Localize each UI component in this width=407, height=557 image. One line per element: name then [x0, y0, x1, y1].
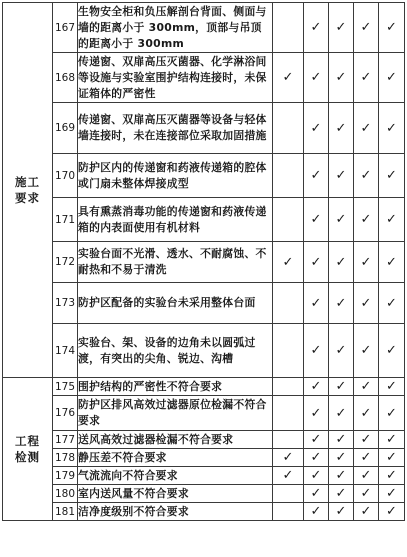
check-cell	[304, 324, 329, 378]
table-row	[3, 449, 405, 467]
row-number: 169	[53, 103, 78, 154]
check-cell	[379, 485, 405, 503]
check-cell	[304, 198, 329, 242]
check-mark-icon: ✓	[335, 450, 347, 465]
row-number: 174	[53, 324, 78, 378]
requirement-text: 防护区内的传递窗和药液传递箱的腔体或门扇未整体焊接成型	[78, 154, 273, 198]
check-cell	[273, 431, 304, 449]
check-cell	[379, 53, 405, 103]
check-cell	[354, 431, 379, 449]
check-mark-icon: ✓	[310, 295, 322, 311]
check-mark-icon: ✓	[386, 343, 397, 358]
check-mark-icon: ✓	[335, 168, 347, 183]
check-mark-icon: ✓	[360, 120, 372, 136]
table-row	[3, 396, 405, 431]
check-mark-icon: ✓	[386, 212, 397, 227]
check-cell	[329, 467, 354, 485]
requirement-text: 气流流向不符合要求	[78, 467, 273, 485]
row-number: 171	[53, 198, 78, 242]
check-mark-icon: ✓	[386, 20, 397, 35]
check-mark-icon: ✓	[360, 70, 372, 85]
check-mark-icon: ✓	[360, 343, 372, 358]
check-cell	[304, 485, 329, 503]
category-testing	[3, 378, 53, 521]
check-cell	[379, 242, 405, 283]
check-cell	[354, 154, 379, 198]
check-mark-icon: ✓	[335, 120, 347, 136]
check-cell	[273, 485, 304, 503]
row-number: 179	[53, 467, 78, 485]
requirement-text: 具有熏蒸消毒功能的传递窗和药液传递箱的内表面使用有机材料	[78, 198, 273, 242]
check-cell	[273, 198, 304, 242]
check-mark-icon: ✓	[386, 405, 397, 421]
check-cell	[304, 396, 329, 431]
check-mark-icon: ✓	[386, 295, 397, 311]
requirement-text: 实验台、架、设备的边角未以圆弧过渡，有突出的尖角、锐边、沟槽	[78, 324, 273, 378]
check-cell	[304, 53, 329, 103]
check-cell	[329, 283, 354, 324]
check-mark-icon: ✓	[310, 70, 322, 85]
check-mark-icon: ✓	[360, 168, 372, 183]
row-number: 168	[53, 53, 78, 103]
table-body	[3, 3, 405, 521]
table-row	[3, 198, 405, 242]
check-cell	[354, 242, 379, 283]
requirement-text: 送风高效过滤器检漏不符合要求	[78, 431, 273, 449]
check-cell	[379, 3, 405, 53]
check-mark-icon: ✓	[310, 468, 322, 483]
check-mark-icon: ✓	[386, 254, 397, 270]
check-mark-icon: ✓	[360, 468, 372, 483]
check-cell	[304, 503, 329, 521]
check-cell	[379, 103, 405, 154]
check-cell	[273, 53, 304, 103]
row-number: 175	[53, 378, 78, 396]
row-number: 167	[53, 3, 78, 53]
check-mark-icon: ✓	[335, 405, 347, 421]
check-mark-icon: ✓	[360, 405, 372, 421]
check-cell	[329, 449, 354, 467]
table-row	[3, 103, 405, 154]
check-cell	[304, 154, 329, 198]
check-cell	[329, 103, 354, 154]
check-cell	[354, 378, 379, 396]
check-cell	[379, 449, 405, 467]
check-cell	[379, 467, 405, 485]
check-cell	[329, 431, 354, 449]
check-mark-icon: ✓	[360, 432, 372, 447]
check-mark-icon: ✓	[360, 504, 372, 519]
row-number: 172	[53, 242, 78, 283]
check-cell	[329, 3, 354, 53]
check-mark-icon: ✓	[335, 468, 347, 483]
table-row	[3, 503, 405, 521]
check-mark-icon: ✓	[282, 254, 294, 270]
check-mark-icon: ✓	[310, 120, 322, 136]
check-cell	[329, 503, 354, 521]
check-mark-icon: ✓	[335, 20, 347, 35]
table-row	[3, 283, 405, 324]
check-cell	[329, 198, 354, 242]
table-row	[3, 467, 405, 485]
check-mark-icon: ✓	[310, 405, 322, 421]
check-mark-icon: ✓	[335, 504, 347, 519]
check-cell	[329, 396, 354, 431]
check-cell	[354, 283, 379, 324]
check-cell	[304, 431, 329, 449]
check-mark-icon: ✓	[335, 379, 347, 394]
check-mark-icon: ✓	[386, 379, 397, 394]
table-row	[3, 431, 405, 449]
check-mark-icon: ✓	[310, 450, 322, 465]
check-cell	[273, 503, 304, 521]
check-cell	[273, 103, 304, 154]
check-cell	[273, 396, 304, 431]
check-cell	[379, 396, 405, 431]
check-mark-icon: ✓	[310, 432, 322, 447]
check-cell	[273, 378, 304, 396]
check-cell	[329, 154, 354, 198]
check-cell	[354, 103, 379, 154]
table-row	[3, 485, 405, 503]
check-cell	[273, 467, 304, 485]
check-mark-icon: ✓	[360, 379, 372, 394]
check-mark-icon: ✓	[360, 20, 372, 35]
check-mark-icon: ✓	[335, 295, 347, 311]
check-mark-icon: ✓	[360, 295, 372, 311]
requirement-text: 生物安全柜和负压解剖台背面、侧面与墙的距离小于 300mm，顶部与吊顶的距离小于 300mm	[78, 3, 273, 53]
check-cell	[354, 467, 379, 485]
check-cell	[379, 154, 405, 198]
requirement-text: 防护区排风高效过滤器原位检漏不符合要求	[78, 396, 273, 431]
check-cell	[379, 283, 405, 324]
check-cell	[273, 324, 304, 378]
check-cell	[379, 324, 405, 378]
check-mark-icon: ✓	[310, 20, 322, 35]
check-cell	[273, 154, 304, 198]
check-mark-icon: ✓	[335, 212, 347, 227]
row-number: 177	[53, 431, 78, 449]
requirements-table	[2, 2, 405, 521]
check-mark-icon: ✓	[386, 70, 397, 85]
check-cell	[304, 242, 329, 283]
check-cell	[379, 503, 405, 521]
check-mark-icon: ✓	[310, 504, 322, 519]
check-cell	[273, 283, 304, 324]
check-cell	[304, 449, 329, 467]
check-mark-icon: ✓	[282, 468, 294, 483]
check-mark-icon: ✓	[310, 486, 322, 501]
check-cell	[304, 3, 329, 53]
check-cell	[329, 53, 354, 103]
check-mark-icon: ✓	[335, 343, 347, 358]
check-cell	[329, 242, 354, 283]
check-mark-icon: ✓	[386, 432, 397, 447]
check-mark-icon: ✓	[386, 168, 397, 183]
check-cell	[379, 431, 405, 449]
check-mark-icon: ✓	[282, 450, 294, 465]
check-mark-icon: ✓	[310, 379, 322, 394]
check-cell	[379, 378, 405, 396]
check-mark-icon: ✓	[360, 212, 372, 227]
requirement-text: 防护区配备的实验台未采用整体台面	[78, 283, 273, 324]
check-mark-icon: ✓	[335, 254, 347, 270]
check-cell	[273, 3, 304, 53]
check-cell	[354, 485, 379, 503]
check-mark-icon: ✓	[335, 432, 347, 447]
check-mark-icon: ✓	[386, 120, 397, 136]
check-mark-icon: ✓	[360, 450, 372, 465]
table-row	[3, 53, 405, 103]
check-cell	[329, 324, 354, 378]
requirement-text: 围护结构的严密性不符合要求	[78, 378, 273, 396]
check-mark-icon: ✓	[310, 343, 322, 358]
category-construction	[3, 3, 53, 378]
check-mark-icon: ✓	[335, 486, 347, 501]
check-mark-icon: ✓	[310, 254, 322, 270]
check-cell	[354, 503, 379, 521]
check-mark-icon: ✓	[386, 504, 397, 519]
check-cell	[273, 449, 304, 467]
check-cell	[304, 103, 329, 154]
row-number: 180	[53, 485, 78, 503]
table-row	[3, 242, 405, 283]
check-cell	[329, 485, 354, 503]
category-label: 工程	[15, 434, 40, 448]
table-row	[3, 3, 405, 53]
check-cell	[329, 378, 354, 396]
row-number: 170	[53, 154, 78, 198]
check-cell	[379, 198, 405, 242]
requirement-text: 传递窗、双扉高压灭菌器等设备与轻体墙连接时，未在连接部位采取加固措施	[78, 103, 273, 154]
check-cell	[354, 396, 379, 431]
category-label: 检测	[15, 450, 40, 464]
check-cell	[354, 3, 379, 53]
check-cell	[304, 467, 329, 485]
requirement-text: 传递窗、双扉高压灭菌器、化学淋浴间等设施与实验室围护结构连接时，未保证箱体的严密性	[78, 53, 273, 103]
check-cell	[304, 283, 329, 324]
requirement-text: 洁净度级别不符合要求	[78, 503, 273, 521]
check-mark-icon: ✓	[386, 486, 397, 501]
row-number: 181	[53, 503, 78, 521]
requirement-text: 实验台面不光滑、透水、不耐腐蚀、不耐热和不易于清洗	[78, 242, 273, 283]
table-row	[3, 378, 405, 396]
check-mark-icon: ✓	[386, 468, 397, 483]
table-row	[3, 324, 405, 378]
check-mark-icon: ✓	[360, 254, 372, 270]
check-mark-icon: ✓	[310, 168, 322, 183]
check-cell	[354, 198, 379, 242]
requirement-text: 室内送风量不符合要求	[78, 485, 273, 503]
table-row	[3, 154, 405, 198]
requirement-text: 静压差不符合要求	[78, 449, 273, 467]
check-cell	[273, 242, 304, 283]
check-cell	[354, 324, 379, 378]
row-number: 176	[53, 396, 78, 431]
category-label: 要求	[15, 191, 40, 205]
check-mark-icon: ✓	[360, 486, 372, 501]
row-number: 173	[53, 283, 78, 324]
check-mark-icon: ✓	[310, 212, 322, 227]
category-label: 施工	[15, 175, 40, 189]
check-mark-icon: ✓	[386, 450, 397, 465]
check-cell	[354, 449, 379, 467]
check-cell	[354, 53, 379, 103]
row-number: 178	[53, 449, 78, 467]
check-mark-icon: ✓	[335, 70, 347, 85]
check-cell	[304, 378, 329, 396]
check-mark-icon: ✓	[282, 70, 294, 85]
